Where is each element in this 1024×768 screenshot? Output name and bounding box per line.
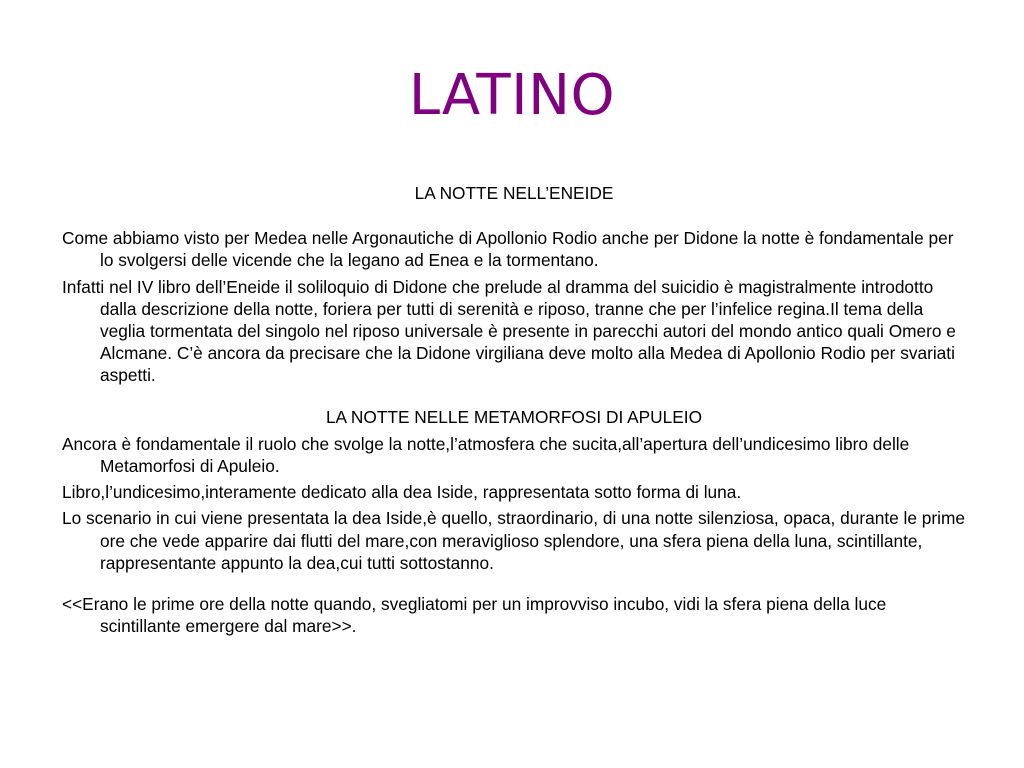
- slide-title: LATINO: [408, 63, 616, 128]
- paragraph: Come abbiamo visto per Medea nelle Argonautiche di Apollonio Rodio anche per Didone la notte è fondamentale per lo svolgersi delle vicende che la legano ad Enea e la tormentano.: [62, 228, 954, 271]
- quote-paragraph: <<Erano le prime ore della notte quando, svegliatomi per un improvviso incubo, vidi la sfera piena della luce scintillante emergere dal mare>>.: [62, 594, 887, 637]
- section-heading-eneide: LA NOTTE NELL’ENEIDE: [414, 183, 614, 203]
- slide-body: [62, 182, 966, 641]
- paragraph: Libro,l’undicesimo,interamente dedicato alla dea Iside, rappresentata sotto forma di luna.: [62, 482, 742, 503]
- paragraph: Infatti nel IV libro dell’Eneide il soliloquio di Didone che prelude al dramma del suicidio è magistralmente introdotto dalla descrizione della notte, foriera per tutti di serenità e riposo, tranne che per l’infelice regina.Il tema della veglia tormentata del singolo nel riposo universale è presente in parecchi autori del mondo antico quali Omero e Alcmane. C’è ancora da precisare che la Didone virgiliana deve molto alla Medea di Apollonio Rodio per svariati aspetti.: [62, 276, 956, 386]
- paragraph: Ancora è fondamentale il ruolo che svolge la notte,l’atmosfera che sucita,all’apertura dell’undicesimo libro delle Metamorfosi di Apuleio.: [62, 433, 910, 477]
- paragraph: Lo scenario in cui viene presentata la dea Iside,è quello, straordinario, di una notte silenziosa, opaca, durante le prime ore che vede apparire dai flutti del mare,con meraviglioso splendore, una sfera piena della luna, scintillante, rappresentante appunto la dea,cui tutti sottostanno.: [62, 508, 966, 573]
- section-heading-metamorfosi: LA NOTTE NELLE METAMORFOSI DI APULEIO: [325, 406, 703, 427]
